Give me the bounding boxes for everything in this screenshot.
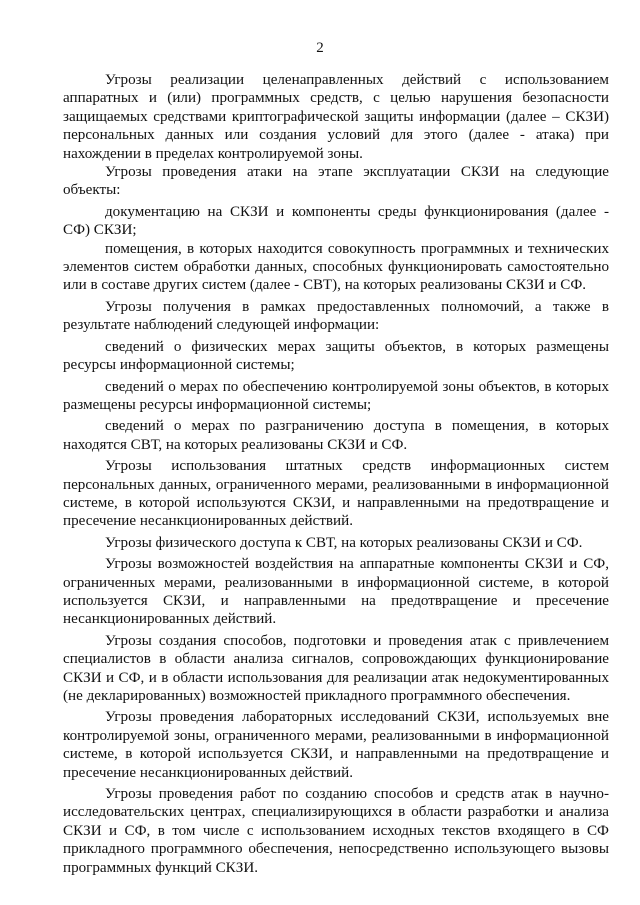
- paragraph: документацию на СКЗИ и компоненты среды функционирования (далее - СФ) СКЗИ;: [63, 203, 609, 239]
- paragraph: Угрозы реализации целенаправленных действий с использованием аппаратных и (или) программных средств, с целью нарушения безопасности защищаемых средствами криптографической защиты информации (далее – СКЗИ) персональных данных или создания условий для этого (далее - атака) при нахождении в пределах контролируемой зоны.: [63, 72, 609, 162]
- paragraph: Угрозы проведения атаки на этапе эксплуатации СКЗИ на следующие объекты:: [63, 164, 609, 199]
- page-number: 2: [316, 40, 324, 56]
- paragraph: Угрозы физического доступа к СВТ, на которых реализованы СКЗИ и СФ.: [105, 534, 583, 551]
- paragraph: Угрозы создания способов, подготовки и проведения атак с привлечением специалистов в области анализа сигналов, сопровождающих функционирование СКЗИ и СФ, и в области использования для реализации атак недокументированных (не декларированных) возможностей прикладного программного обеспечения.: [63, 632, 609, 704]
- paragraph: Угрозы проведения лабораторных исследований СКЗИ, используемых вне контролируемой зоны, ограниченного мерами, реализованными в информационной системе, в которой используется СКЗИ, и направленными на предотвращение и пресечение несанкционированных действий.: [63, 709, 609, 781]
- paragraph: Угрозы проведения работ по созданию способов и средств атак в научно-исследовательских центрах, специализирующихся в области разработки и анализа СКЗИ и СФ, в том числе с использованием исходных текстов входящего в СФ прикладного программного обеспечения, непосредственно использующего вызовы программных функций СКЗИ.: [63, 786, 609, 876]
- paragraph: Угрозы получения в рамках предоставленных полномочий, а также в результате наблюдений следующей информации:: [63, 298, 609, 334]
- paragraph: помещения, в которых находится совокупность программных и технических элементов систем обработки данных, способных функционировать самостоятельно или в составе других систем (далее - СВТ), на которых реализованы СКЗИ и СФ.: [63, 240, 609, 294]
- paragraph: сведений о мерах по обеспечению контролируемой зоны объектов, в которых размещены ресурсы информационной системы;: [63, 378, 609, 413]
- paragraph: Угрозы использования штатных средств информационных систем персональных данных, ограниченного мерами, реализованными в информационной системе, в которой используются СКЗИ, и направленными на предотвращение и пресечение несанкционированных действий.: [63, 458, 609, 530]
- paragraph: Угрозы возможностей воздействия на аппаратные компоненты СКЗИ и СФ, ограниченных мерами, реализованными в информационной системе, в которой используется СКЗИ, и направленными на предотвращение и пресечение несанкционированных действий.: [63, 556, 609, 628]
- paragraph: сведений о физических мерах защиты объектов, в которых размещены ресурсы информационной системы;: [63, 338, 609, 374]
- document-body: [63, 71, 609, 877]
- paragraph: сведений о мерах по разграничению доступа в помещения, в которых находятся СВТ, на которых реализованы СКЗИ и СФ.: [63, 418, 609, 453]
